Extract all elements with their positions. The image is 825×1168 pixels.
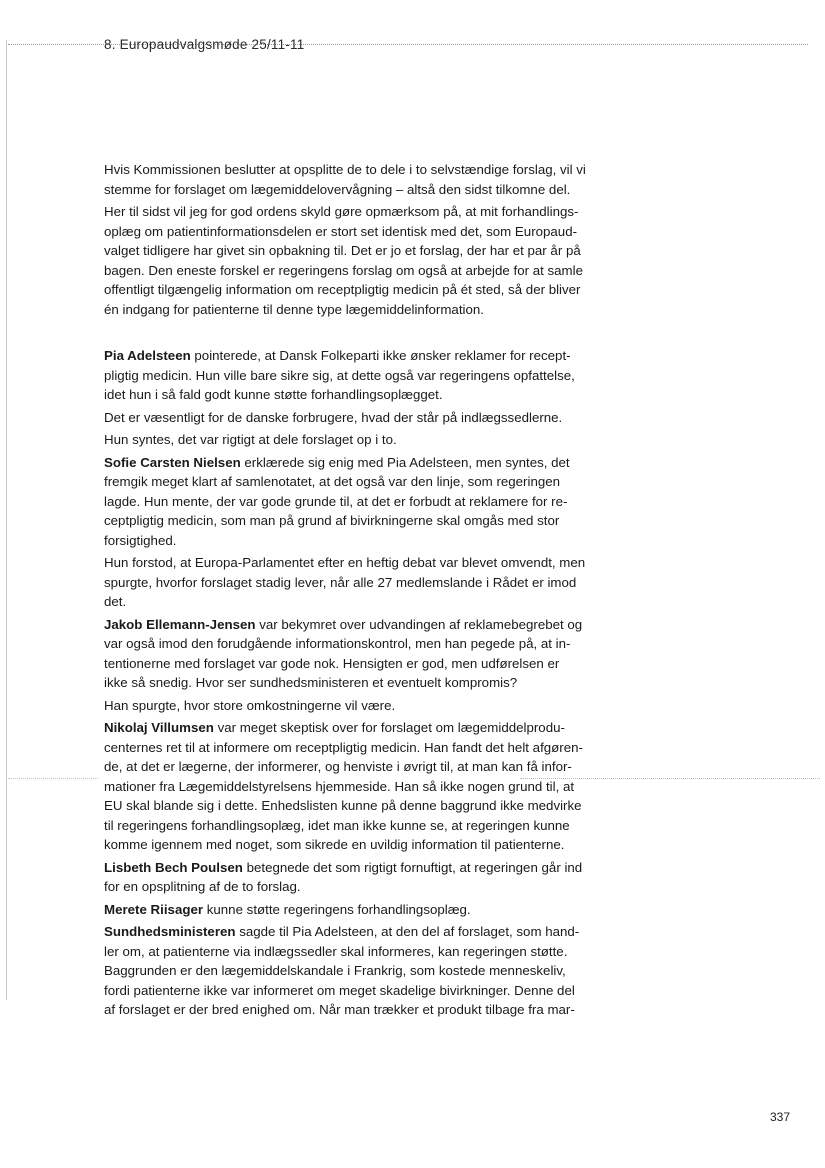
line-text: fordi patienterne ikke var informeret om meget skadelige bivirkninger. Denne del xyxy=(104,982,575,998)
paragraph xyxy=(104,430,594,450)
paragraph xyxy=(104,408,594,428)
page-number: 337 xyxy=(770,1110,791,1124)
paragraph xyxy=(104,553,594,612)
text-line xyxy=(104,280,594,300)
text-line xyxy=(104,202,594,222)
line-text: pligtig medicin. Hun ville bare sikre sig, at dette også var regeringens opfattelse, xyxy=(104,367,575,383)
line-text: Hvis Kommissionen beslutter at opsplitte de to dele i to selvstændige forslag, vil vi xyxy=(104,162,586,177)
line-text: oplæg om patientinformationsdelen er stort set identisk med det, som Europaud- xyxy=(104,223,578,239)
line-text: var også imod den forudgående informationskontrol, men han pegede på, at in- xyxy=(104,636,571,651)
line-text: sagde til Pia Adelsteen, at den del af forslaget, som hand- xyxy=(235,924,580,939)
line-text: pointerede, at Dansk Folkeparti ikke ønsker reklamer for recept- xyxy=(190,348,571,363)
line-text: Hun forstod, at Europa-Parlamentet efter en heftig debat var blevet omvendt, men xyxy=(104,555,586,570)
intro-section xyxy=(104,160,594,322)
line-text: valget tidligere har givet sin opbakning til. Det er jo et forslag, der har et par år på xyxy=(104,243,581,258)
text-line xyxy=(104,835,594,855)
text-line xyxy=(104,796,594,816)
line-text: ler om, at patienterne via indlægssedler skal informeres, kan regeringen støtte. xyxy=(104,943,568,959)
text-line xyxy=(104,573,594,593)
text-line xyxy=(104,718,594,738)
line-text: centernes ret til at informere om receptpligtig medicin. Han fandt det helt afgøren- xyxy=(104,739,583,755)
speaker-name: Pia Adelsteen xyxy=(104,348,191,363)
text-line xyxy=(104,696,594,716)
paragraph xyxy=(104,718,594,855)
speaker-name: Lisbeth Bech Poulsen xyxy=(104,859,243,875)
text-line xyxy=(104,553,594,573)
text-line xyxy=(104,180,594,200)
line-text: var bekymret over udvandingen af reklamebegrebet og xyxy=(255,616,583,632)
line-text: idet hun i så fald godt kunne støtte forhandlingsoplægget. xyxy=(104,387,443,402)
line-text: bagen. Den eneste forskel er regeringens forslag om også at arbejde for at samle xyxy=(104,262,583,278)
line-text: det. xyxy=(104,594,127,609)
line-text: tentionerne med forslaget var gode nok. Hensigten er god, men udførelsen er xyxy=(104,655,560,671)
line-text: for en opsplitning af de to forslag. xyxy=(104,879,301,894)
text-line xyxy=(104,346,594,366)
speaker-name: Jakob Ellemann-Jensen xyxy=(104,616,256,632)
text-line xyxy=(104,777,594,797)
minutes-section xyxy=(104,346,594,1023)
text-line xyxy=(104,654,594,674)
text-line xyxy=(104,634,594,654)
line-text: fremgik meget klart af samlenotatet, at det også var den linje, som regeringen xyxy=(104,474,561,489)
text-line xyxy=(104,222,594,242)
text-line xyxy=(104,877,594,897)
line-text: erklærede sig enig med Pia Adelsteen, men syntes, det xyxy=(240,454,570,470)
line-text: Hun syntes, det var rigtigt at dele forslaget op i to. xyxy=(104,432,397,447)
line-text: var meget skeptisk over for forslaget om lægemiddelprodu- xyxy=(213,720,565,735)
text-line xyxy=(104,981,594,1001)
speaker-name: Nikolaj Villumsen xyxy=(104,720,214,735)
text-line xyxy=(104,531,594,551)
scan-artifact-line xyxy=(6,40,7,1000)
line-text: Her til sidst vil jeg for god ordens skyld gøre opmærksom på, at mit forhandlings- xyxy=(104,204,579,219)
line-text: spurgte, hvorfor forslaget stadig lever, når alle 27 medlemslande i Rådet er imod xyxy=(104,574,577,590)
text-line xyxy=(104,942,594,962)
text-line xyxy=(104,858,594,878)
text-line xyxy=(104,738,594,758)
line-text: til regeringens forhandlingsoplæg, idet man ikke kunne se, at regeringen kunne xyxy=(104,817,570,833)
line-text: betegnede det som rigtigt fornuftigt, at regeringen går ind xyxy=(242,859,583,875)
paragraph xyxy=(104,696,594,716)
line-text: kunne støtte regeringens forhandlingsoplæg. xyxy=(203,901,471,917)
line-text: forsigtighed. xyxy=(104,532,177,548)
line-text: Baggrunden er den lægemiddelskandale i Frankrig, som kostede menneskeliv, xyxy=(104,963,566,978)
line-text: af forslaget er der bred enighed om. Når man trækker et produkt tilbage fra mar- xyxy=(104,1002,575,1017)
speaker-name: Sundhedsministeren xyxy=(104,924,236,939)
speaker-name: Sofie Carsten Nielsen xyxy=(104,454,241,470)
paragraph xyxy=(104,160,594,199)
text-line xyxy=(104,673,594,693)
line-text: ceptpligtig medicin, som man på grund af bivirkningerne skal omgås med stor xyxy=(104,513,560,528)
running-header: 8. Europaudvalgsmøde 25/11-11 xyxy=(104,37,305,52)
line-text: ikke så snedig. Hvor ser sundhedsministeren et eventuelt kompromis? xyxy=(104,675,518,690)
text-line xyxy=(104,430,594,450)
line-text: EU skal blande sig i dette. Enhedslisten kunne på denne baggrund ikke medvirke xyxy=(104,798,582,813)
line-text: mationer fra Lægemiddelstyrelsens hjemmeside. Han så ikke nogen grund til, at xyxy=(104,778,575,794)
paragraph xyxy=(104,346,594,405)
text-line xyxy=(104,757,594,777)
speaker-name: Merete Riisager xyxy=(104,901,204,917)
paragraph xyxy=(104,202,594,319)
line-text: de, at det er lægerne, der informerer, og henviste i øvrigt til, at man kan få infor- xyxy=(104,759,572,774)
text-line xyxy=(104,1000,594,1020)
text-line xyxy=(104,492,594,512)
paragraph xyxy=(104,453,594,551)
line-text: stemme for forslaget om lægemiddelovervågning – altså den sidst tilkomne del. xyxy=(104,181,571,197)
text-line xyxy=(104,961,594,981)
text-line xyxy=(104,900,594,920)
text-line xyxy=(104,511,594,531)
text-line xyxy=(104,366,594,386)
line-text: Det er væsentligt for de danske forbrugere, hvad der står på indlægssedlerne. xyxy=(104,409,563,425)
paragraph xyxy=(104,858,594,897)
line-text: Han spurgte, hvor store omkostningerne vil være. xyxy=(104,697,396,713)
scan-artifact-line xyxy=(8,778,98,779)
paragraph xyxy=(104,900,594,920)
text-line xyxy=(104,592,594,612)
paragraph xyxy=(104,615,594,693)
text-line xyxy=(104,261,594,281)
text-line xyxy=(104,453,594,473)
text-line xyxy=(104,241,594,261)
line-text: komme igennem med noget, som sikrede en uvildig information til patienterne. xyxy=(104,837,565,852)
text-line xyxy=(104,615,594,635)
paragraph xyxy=(104,922,594,1020)
text-line xyxy=(104,300,594,320)
text-line xyxy=(104,922,594,942)
line-text: offentligt tilgængelig information om receptpligtig medicin på ét sted, så der bliver xyxy=(104,282,581,297)
text-line xyxy=(104,160,594,180)
text-line xyxy=(104,472,594,492)
text-line xyxy=(104,408,594,428)
line-text: lagde. Hun mente, der var gode grunde til, at det er forbudt at reklamere for re- xyxy=(104,493,568,509)
line-text: én indgang for patienterne til denne type lægemiddelinformation. xyxy=(104,301,484,317)
text-line xyxy=(104,385,594,405)
text-line xyxy=(104,816,594,836)
